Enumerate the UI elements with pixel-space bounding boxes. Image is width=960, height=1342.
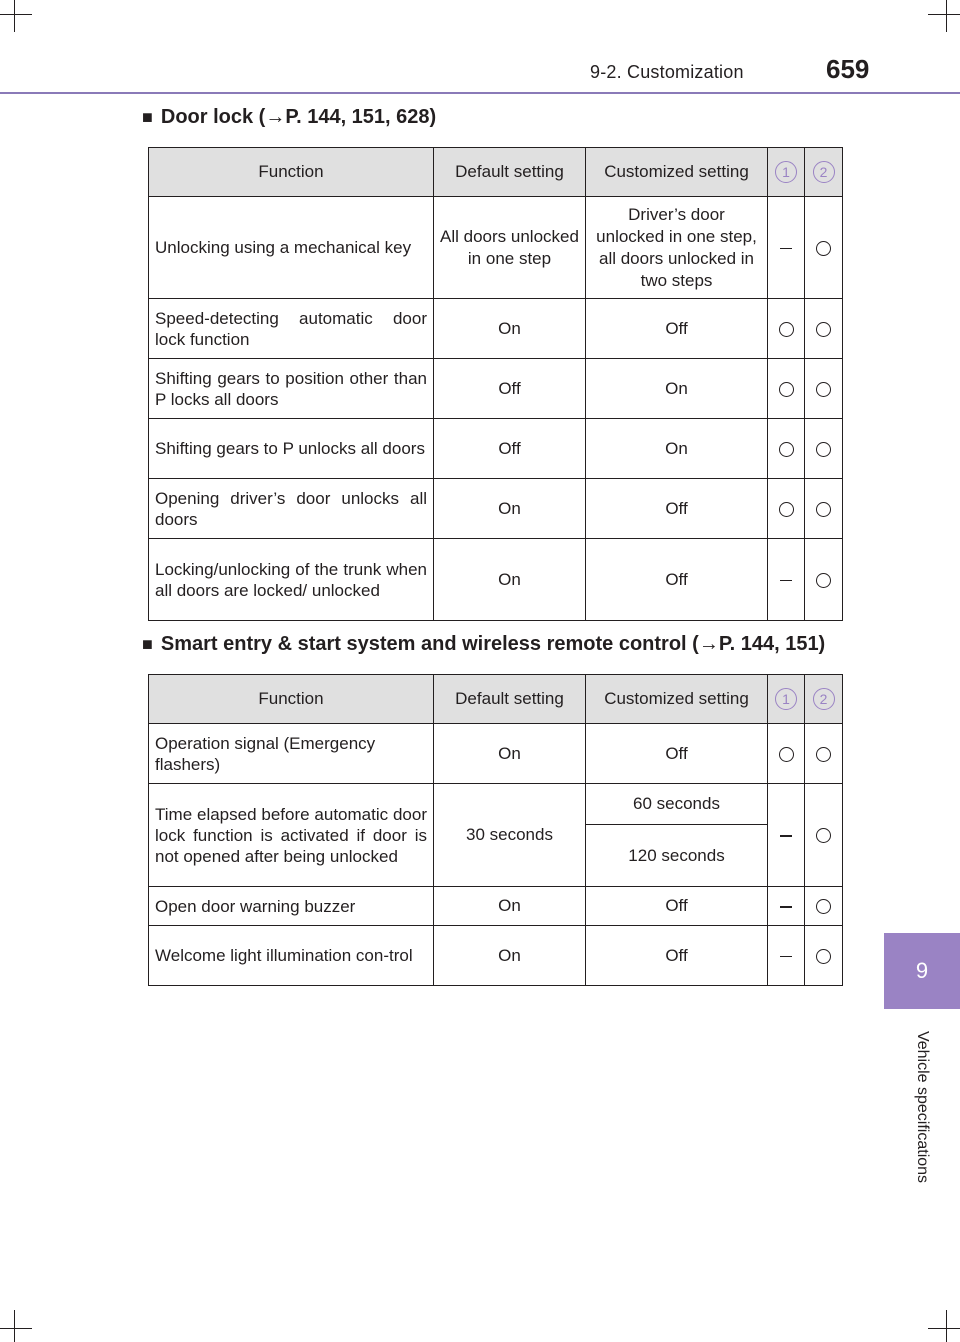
mark-cell bbox=[768, 479, 805, 539]
header-col2 bbox=[805, 675, 843, 724]
default-cell: On bbox=[434, 724, 586, 784]
mark-cell bbox=[805, 724, 843, 784]
chapter-tab: 9 bbox=[884, 933, 960, 1009]
table-row bbox=[149, 479, 843, 539]
circle-mark-icon bbox=[816, 747, 831, 762]
header-col1 bbox=[768, 148, 805, 197]
mark-cell bbox=[805, 887, 843, 926]
circle-mark-icon bbox=[816, 322, 831, 337]
function-cell: Shifting gears to P unlocks all doors bbox=[149, 419, 434, 479]
table-row bbox=[149, 887, 843, 926]
number-2-icon: 2 bbox=[813, 161, 835, 183]
circle-mark-icon bbox=[816, 828, 831, 843]
dash-mark bbox=[780, 248, 792, 250]
table-row bbox=[149, 724, 843, 784]
circle-mark-icon bbox=[816, 949, 831, 964]
crop-mark bbox=[0, 1328, 32, 1329]
circle-mark-icon bbox=[779, 322, 794, 337]
table-row bbox=[149, 539, 843, 621]
dash-mark bbox=[780, 956, 792, 958]
header-default: Default setting bbox=[434, 675, 586, 724]
crop-mark bbox=[928, 1328, 960, 1329]
default-cell: Off bbox=[434, 359, 586, 419]
table-row bbox=[149, 299, 843, 359]
customized-cell: Off bbox=[586, 926, 768, 986]
circle-mark-icon bbox=[779, 382, 794, 397]
mark-cell bbox=[768, 887, 805, 926]
circle-mark-icon bbox=[816, 241, 831, 256]
crop-mark bbox=[14, 0, 15, 32]
mark-cell bbox=[805, 197, 843, 299]
door-lock-table bbox=[148, 147, 843, 621]
customized-cell: On bbox=[586, 359, 768, 419]
section-title-text: Door lock (→P. 144, 151, 628) bbox=[160, 106, 437, 128]
smart-entry-table bbox=[148, 674, 843, 986]
mark-cell bbox=[805, 926, 843, 986]
customized-cell: On bbox=[586, 419, 768, 479]
circle-mark-icon bbox=[779, 442, 794, 457]
function-cell: Unlocking using a mechanical key bbox=[149, 197, 434, 299]
table-row bbox=[149, 359, 843, 419]
default-cell: On bbox=[434, 299, 586, 359]
circle-mark-icon bbox=[816, 573, 831, 588]
mark-cell bbox=[805, 539, 843, 621]
mark-cell bbox=[768, 539, 805, 621]
circle-mark-icon bbox=[816, 382, 831, 397]
table-header-row bbox=[149, 675, 843, 724]
function-cell: Locking/unlocking of the trunk when all doors are locked/ unlocked bbox=[149, 539, 434, 621]
mark-cell bbox=[768, 359, 805, 419]
default-cell: On bbox=[434, 926, 586, 986]
number-1-icon: 1 bbox=[775, 161, 797, 183]
customized-cell: Off bbox=[586, 299, 768, 359]
crop-mark bbox=[928, 14, 960, 15]
function-cell: Operation signal (Emergency flashers) bbox=[149, 724, 434, 784]
number-1-icon: 1 bbox=[775, 688, 797, 710]
crop-mark bbox=[946, 1310, 947, 1342]
number-2-icon: 2 bbox=[813, 688, 835, 710]
mark-cell bbox=[768, 724, 805, 784]
circle-mark-icon bbox=[816, 899, 831, 914]
header-section-title: 9-2. Customization bbox=[590, 62, 744, 82]
mark-cell bbox=[805, 419, 843, 479]
mark-cell bbox=[768, 299, 805, 359]
function-cell: Open door warning buzzer bbox=[149, 887, 434, 926]
table-header-row bbox=[149, 148, 843, 197]
section-title-door-lock bbox=[142, 106, 436, 129]
customized-cell: 120 seconds bbox=[586, 825, 768, 887]
mark-cell bbox=[805, 479, 843, 539]
header-function: Function bbox=[149, 148, 434, 197]
function-cell: Shifting gears to position other than P locks all doors bbox=[149, 359, 434, 419]
header-function: Function bbox=[149, 675, 434, 724]
crop-mark bbox=[0, 14, 32, 15]
table-row bbox=[149, 419, 843, 479]
square-bullet-icon: ■ bbox=[142, 634, 153, 654]
customized-cell: 60 seconds bbox=[586, 784, 768, 825]
dash-mark bbox=[780, 835, 792, 837]
mark-cell bbox=[768, 926, 805, 986]
section-title-text: Smart entry & start system and wireless remote control (→P. 144, 151) bbox=[160, 633, 826, 655]
header-col2 bbox=[805, 148, 843, 197]
crop-mark bbox=[946, 0, 947, 32]
function-cell: Welcome light illumination con-trol bbox=[149, 926, 434, 986]
header-col1 bbox=[768, 675, 805, 724]
mark-cell bbox=[768, 784, 805, 887]
mark-cell bbox=[805, 299, 843, 359]
customized-cell: Off bbox=[586, 887, 768, 926]
mark-cell bbox=[805, 784, 843, 887]
customized-cell: Off bbox=[586, 724, 768, 784]
default-cell: 30 seconds bbox=[434, 784, 586, 887]
table-row bbox=[149, 784, 843, 825]
circle-mark-icon bbox=[779, 747, 794, 762]
table-row bbox=[149, 926, 843, 986]
square-bullet-icon: ■ bbox=[142, 107, 153, 127]
dash-mark bbox=[780, 580, 792, 582]
function-cell: Time elapsed before automatic door lock function is activated if door is not opened after being unlocked bbox=[149, 784, 434, 887]
section-title-smart-entry bbox=[142, 633, 825, 656]
page-number: 659 bbox=[826, 54, 870, 84]
default-cell: All doors unlocked in one step bbox=[434, 197, 586, 299]
customized-cell: Off bbox=[586, 479, 768, 539]
mark-cell bbox=[768, 197, 805, 299]
function-cell: Opening driver’s door unlocks all doors bbox=[149, 479, 434, 539]
header-customized: Customized setting bbox=[586, 675, 768, 724]
dash-mark bbox=[780, 906, 792, 908]
function-cell: Speed-detecting automatic door lock function bbox=[149, 299, 434, 359]
chapter-label-text: Vehicle specifications bbox=[914, 1030, 931, 1184]
header-default: Default setting bbox=[434, 148, 586, 197]
default-cell: On bbox=[434, 479, 586, 539]
mark-cell bbox=[805, 359, 843, 419]
crop-mark bbox=[14, 1310, 15, 1342]
header-customized: Customized setting bbox=[586, 148, 768, 197]
default-cell: Off bbox=[434, 419, 586, 479]
mark-cell bbox=[768, 419, 805, 479]
circle-mark-icon bbox=[816, 502, 831, 517]
table-row bbox=[149, 197, 843, 299]
customized-cell: Off bbox=[586, 539, 768, 621]
customized-cell: Driver’s door unlocked in one step, all doors unlocked in two steps bbox=[586, 197, 768, 299]
default-cell: On bbox=[434, 887, 586, 926]
header-rule bbox=[0, 92, 960, 94]
circle-mark-icon bbox=[816, 442, 831, 457]
default-cell: On bbox=[434, 539, 586, 621]
circle-mark-icon bbox=[779, 502, 794, 517]
